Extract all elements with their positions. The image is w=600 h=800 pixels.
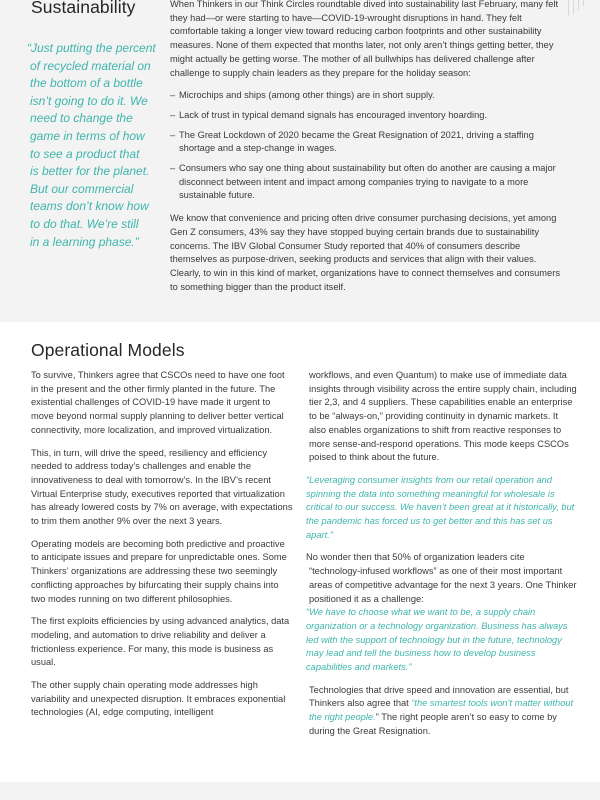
- pull-quote-line: is better for the planet.: [30, 164, 150, 179]
- pull-quote-line: But our commercial: [30, 181, 134, 196]
- pull-quote-line: teams don’t know how: [30, 199, 149, 214]
- list-item: – The Great Lockdown of 2020 became the Great Resignation of 2021, driving a staffing shortage and a step-change in wages.: [170, 129, 560, 156]
- left-column: [31, 369, 293, 729]
- paragraph: This, in turn, will drive the speed, resiliency and efficiency needed to address today’s challenges and enable the innovativeness to deal with tomorrow’s. In the IBV’s recent Virtual Enterprise study, executives reported that virtualization has already lowered costs by 7% on average, with expectations to trim them another 9% over the next 3 years.: [31, 447, 293, 527]
- text: ” The right people aren’t so easy to come by during the Great Resignation.: [309, 712, 557, 736]
- inline-quote: “Leveraging consumer insights from our retail operation and spinning the data into something meaningful for wholesale is critical to our success. We haven’t been great at it historically, but the pandemic has forced us to get better and this has set us apart.”: [306, 474, 575, 540]
- pull-quote-line: “Just putting the percent: [27, 41, 156, 55]
- pull-quote-line: the bottom of a bottle: [30, 76, 143, 91]
- paragraph: [309, 684, 577, 739]
- paragraph: To survive, Thinkers agree that CSCOs need to have one foot in the present and the other firmly planted in the future. The existential challenges of COVID-19 have made it urgent to move beyond normal supply planning to deliver better vertical connectivity, more localization, and improved virtualization.: [31, 370, 285, 435]
- pull-quote: [27, 40, 167, 251]
- next-section-background: [0, 782, 600, 800]
- pull-quote-line: of recycled material on: [30, 58, 151, 73]
- paragraph: The first exploits efficiencies by using advanced analytics, data modeling, and automation to drive reliability and deliver a frictionless experience. For many, this mode is business as usual.: [31, 616, 290, 668]
- closing-paragraph: We know that convenience and pricing often drive consumer purchasing decisions, yet among Gen Z consumers, 43% say they have stopped buying certain brands due to sustainability concerns. The IBV Global Consumer Study reported that 40% of consumers describe themselves as purpose-driven, seeking products and services that align with their values. Clearly, to win in this kind of market, organizations have to connect themselves and consumers to something bigger than the product itself.: [170, 213, 560, 292]
- challenge-list: [170, 89, 560, 203]
- pull-quote-line: game in terms of how: [30, 128, 145, 143]
- list-item: – Microchips and ships (among other things) are in short supply.: [170, 89, 560, 103]
- inline-quote: “We have to choose what we want to be, a supply chain organization or a technology organization. Business has always led with the support of technology but in the future, technology may lead and tell the business how to develop business capabilities and markets.”: [306, 607, 568, 673]
- pull-quote-line: isn’t going to do it. We: [30, 93, 148, 108]
- decorative-lines-icon: [568, 0, 588, 16]
- intro-paragraph: When Thinkers in our Think Circles roundtable dived into sustainability last February, many felt they had—or were starting to have—COVID-19-wrought disruptions in hand. They felt comfortable taking a longer view toward reducing carbon footprints and other sustainability measures. None of them expected that months later, not only aren’t things getting better, they might actually be getting worse. The mother of all bullwhips has delivered challenge after challenge to supply chain leaders as they prepare for the holiday season:: [170, 0, 559, 78]
- paragraph: workflows, and even Quantum) to make use of immediate data insights through visibility across the entire supply chain, including tier 2,3, and 4 suppliers. These capabilities enable an enterprise to be “always-on,” providing continuity in dynamic markets. It also enables organizations to shift from reactive responses to more sense-and-respond operations. This mode keeps CSCOs poised to think about the future.: [309, 370, 577, 463]
- pull-quote-line: in a learning phase.”: [30, 234, 139, 249]
- pull-quote-line: to see a product that: [30, 146, 140, 161]
- list-item: – Lack of trust in typical demand signals has encouraged inventory hoarding.: [170, 109, 560, 123]
- sustainability-heading: Sustainability: [31, 0, 136, 17]
- right-column: [306, 369, 577, 748]
- pull-quote-line: need to change the: [30, 111, 133, 126]
- paragraph: The other supply chain operating mode addresses high variability and unexpected disruption. It embraces exponential technologies (AI, edge computing, intelligent: [31, 680, 286, 718]
- list-item: – Consumers who say one thing about sustainability but often do another are causing a major disconnect between intent and impact among companies trying to navigate to a more sustainable future.: [170, 162, 560, 203]
- paragraph: Operating models are becoming both predictive and proactive to anticipate issues and prepare for unpredictable ones. Some Thinkers’ organizations are addressing these two seemingly conflicting approaches by bifurcating their supply chains into two modes running on two different philosophies.: [31, 538, 287, 604]
- paragraph: No wonder then that 50% of organization leaders cite “technology-infused workflows” as one of their most important areas of competitive advantage for the next 3 years. One Thinker positioned it as a challenge:: [306, 552, 577, 604]
- operational-models-heading: Operational Models: [31, 340, 185, 360]
- sustainability-body: [170, 0, 560, 303]
- text: Technologies that drive speed and innovation are essential, but Thinkers also agree that: [309, 684, 569, 709]
- inline-quote: “the smartest tools won’t matter without the right people.: [309, 698, 574, 723]
- pull-quote-line: to do that. We’re still: [30, 216, 139, 231]
